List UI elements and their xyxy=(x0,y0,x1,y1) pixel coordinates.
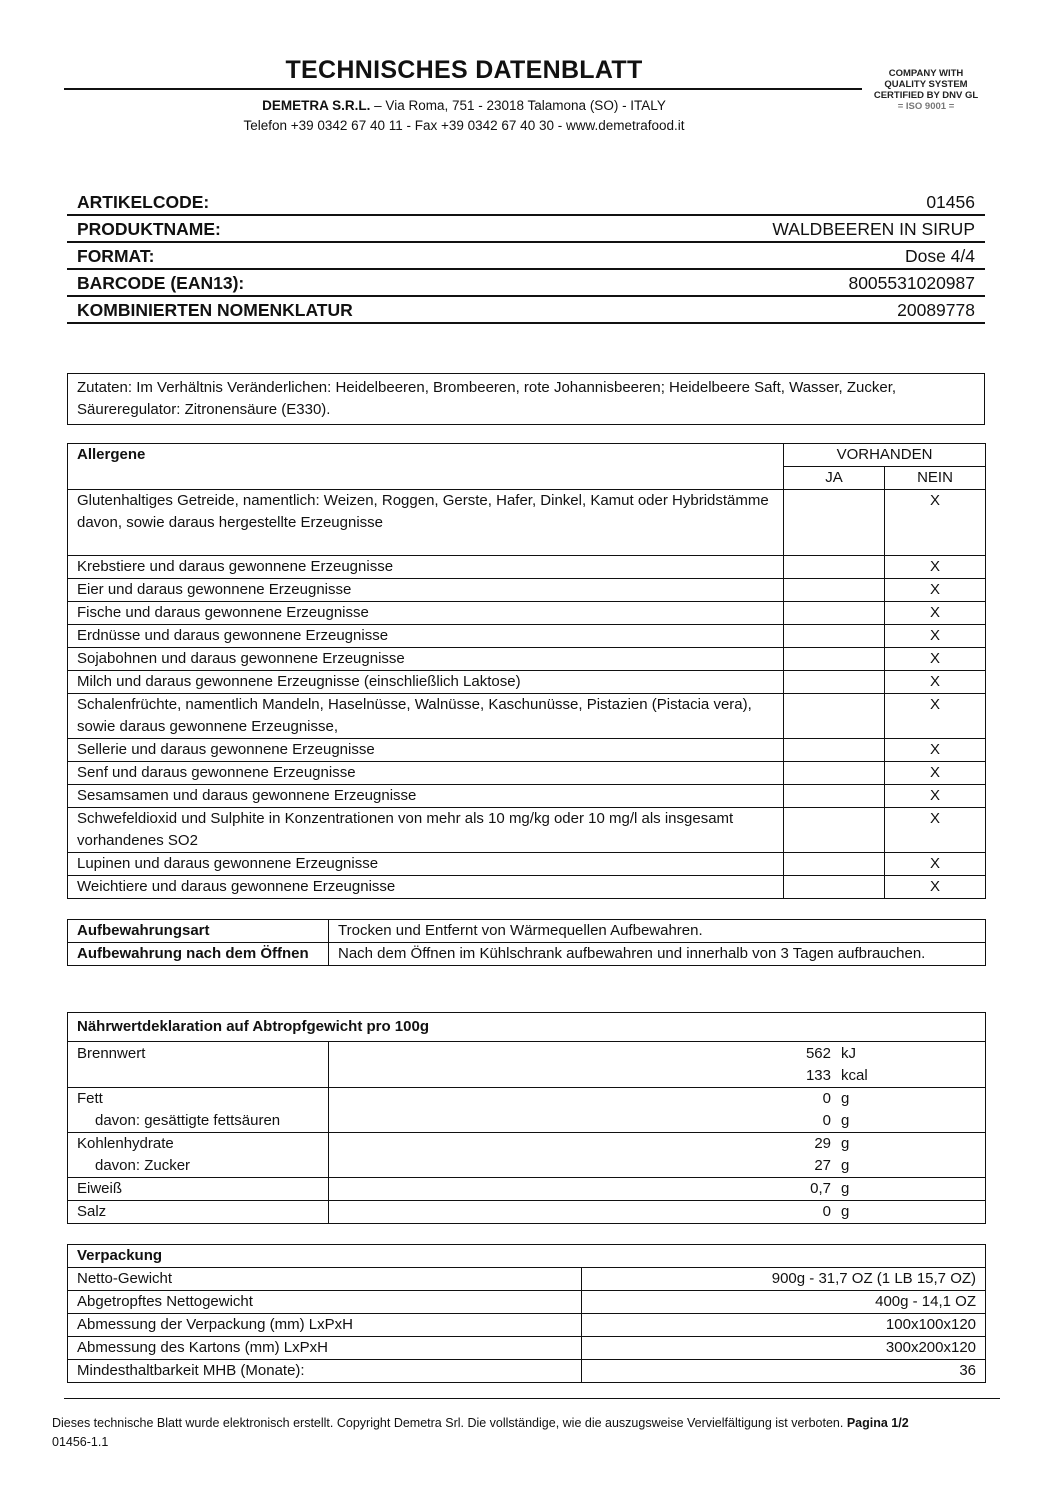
header-divider xyxy=(64,88,862,90)
allergen-name: Milch und daraus gewonnene Erzeugnisse (einschließlich Laktose) xyxy=(68,671,784,694)
packaging-value: 300x200x120 xyxy=(582,1337,986,1360)
allergen-row xyxy=(68,556,986,579)
nutrition-value: 562 xyxy=(805,1045,831,1062)
nutrition-value: 0,7 xyxy=(810,1180,831,1197)
allergen-ja xyxy=(784,648,885,671)
packaging-label: Abgetropftes Nettogewicht xyxy=(68,1291,582,1314)
allergen-row xyxy=(68,490,986,556)
allergen-ja xyxy=(784,556,885,579)
allergen-name: Sojabohnen und daraus gewonnene Erzeugnisse xyxy=(68,648,784,671)
allergen-ja xyxy=(784,671,885,694)
nutrition-label-cell xyxy=(68,1088,329,1133)
nutrition-value: 0 xyxy=(822,1090,831,1107)
allergen-header-row xyxy=(68,444,986,467)
packaging-value: 400g - 14,1 OZ xyxy=(582,1291,986,1314)
allergen-name: Weichtiere und daraus gewonnene Erzeugnisse xyxy=(68,876,784,899)
certification-line: QUALITY SYSTEM xyxy=(884,79,968,90)
nutrition-row-energy xyxy=(68,1042,986,1088)
allergen-name: Schwefeldioxid und Sulphite in Konzentrationen von mehr als 10 mg/kg oder 10 mg/l als insgesamt vorhandenes SO2 xyxy=(68,808,784,853)
allergen-name: Fische und daraus gewonnene Erzeugnisse xyxy=(68,602,784,625)
allergen-ja xyxy=(784,602,885,625)
nutrition-value-cell xyxy=(329,1201,986,1224)
nutrition-value-line xyxy=(338,1065,985,1087)
present-header: VORHANDEN xyxy=(784,444,986,467)
nutrition-unit: g xyxy=(841,1203,850,1220)
allergen-nein: X xyxy=(885,490,986,556)
allergen-nein: X xyxy=(885,648,986,671)
allergen-row xyxy=(68,762,986,785)
nutrition-value: 133 xyxy=(805,1067,831,1084)
company-address: – Via Roma, 751 - 23018 Talamona (SO) - ITALY xyxy=(370,98,666,113)
allergen-row xyxy=(68,694,986,739)
nutrition-label: Fett xyxy=(77,1090,103,1107)
allergen-nein: X xyxy=(885,556,986,579)
certification-line: COMPANY WITH xyxy=(888,68,964,79)
certification-line: CERTIFIED BY DNV GL xyxy=(873,90,979,101)
product-info-row xyxy=(67,270,985,297)
allergen-table xyxy=(67,443,986,899)
info-value: 20089778 xyxy=(897,300,975,320)
allergen-name: Senf und daraus gewonnene Erzeugnisse xyxy=(68,762,784,785)
packaging-value: 100x100x120 xyxy=(582,1314,986,1337)
allergen-name: Sellerie und daraus gewonnene Erzeugnisse xyxy=(68,739,784,762)
allergen-ja xyxy=(784,579,885,602)
document-code: 01456-1.1 xyxy=(52,1435,109,1449)
product-info-row xyxy=(67,297,985,324)
info-value: Dose 4/4 xyxy=(904,246,975,266)
nutrition-value-line xyxy=(338,1110,985,1132)
packaging-value: 900g - 31,7 OZ (1 LB 15,7 OZ) xyxy=(582,1268,986,1291)
footer-divider xyxy=(64,1398,1000,1399)
storage-table xyxy=(67,919,986,966)
packaging-table xyxy=(67,1244,986,1383)
nutrition-unit: g xyxy=(841,1090,850,1107)
packaging-row xyxy=(68,1268,986,1291)
allergen-nein: X xyxy=(885,808,986,853)
allergen-name: Sesamsamen und daraus gewonnene Erzeugnisse xyxy=(68,785,784,808)
allergen-nein: X xyxy=(885,694,986,739)
nutrition-label-cell xyxy=(68,1133,329,1178)
allergen-ja xyxy=(784,808,885,853)
nutrition-unit: g xyxy=(841,1112,850,1129)
ingredients-box: Zutaten: Im Verhältnis Veränderlichen: Heidelbeeren, Brombeeren, rote Johannisbeeren; Heidelbeere Saft, Wasser, Zucker, Säureregulator: Zitronensäure (E330). xyxy=(67,373,985,425)
allergen-name: Schalenfrüchte, namentlich Mandeln, Haselnüsse, Walnüsse, Kaschunüsse, Pistazien (Pistacia vera), sowie daraus gewonnene Erzeugnisse, xyxy=(68,694,784,739)
allergen-nein: X xyxy=(885,739,986,762)
nutrition-unit: kJ xyxy=(841,1045,856,1062)
nutrition-value-cell xyxy=(329,1133,986,1178)
packaging-row xyxy=(68,1291,986,1314)
allergen-row xyxy=(68,602,986,625)
nutrition-unit: g xyxy=(841,1180,850,1197)
storage-label: Aufbewahrungsart xyxy=(68,920,329,943)
packaging-label: Abmessung des Kartons (mm) LxPxH xyxy=(68,1337,582,1360)
storage-value: Trocken und Entfernt von Wärmequellen Aufbewahren. xyxy=(329,920,986,943)
allergen-name: Eier und daraus gewonnene Erzeugnisse xyxy=(68,579,784,602)
yes-header: JA xyxy=(784,467,885,490)
footer-notice-line xyxy=(52,1414,1012,1433)
info-label: ARTIKELCODE: xyxy=(77,192,210,212)
product-info-section xyxy=(67,189,985,324)
nutrition-value-line xyxy=(338,1178,985,1200)
allergen-ja xyxy=(784,876,885,899)
allergen-ja xyxy=(784,739,885,762)
company-contact-line: Telefon +39 0342 67 40 11 - Fax +39 0342 67 40 30 - www.demetrafood.it xyxy=(243,118,685,133)
nutrition-value: 29 xyxy=(814,1135,831,1152)
allergen-nein: X xyxy=(885,853,986,876)
nutrition-value: 0 xyxy=(822,1112,831,1129)
nutrition-value: 27 xyxy=(814,1157,831,1174)
allergen-row xyxy=(68,785,986,808)
nutrition-label: Eiweiß xyxy=(68,1178,329,1201)
footer xyxy=(52,1414,1012,1452)
allergen-name: Erdnüsse und daraus gewonnene Erzeugnisse xyxy=(68,625,784,648)
nutrition-label: Kohlenhydrate xyxy=(77,1135,174,1152)
packaging-row xyxy=(68,1360,986,1383)
info-value: WALDBEEREN IN SIRUP xyxy=(772,219,975,239)
page-title: TECHNISCHES DATENBLATT xyxy=(285,56,643,84)
nutrition-value: 0 xyxy=(822,1203,831,1220)
allergen-nein: X xyxy=(885,876,986,899)
nutrition-sublabel: davon: Zucker xyxy=(95,1157,191,1174)
nutrition-value-cell xyxy=(329,1178,986,1201)
footer-notice: Dieses technische Blatt wurde elektronisch erstellt. Copyright Demetra Srl. Die vollständige, wie die auszugsweise Vervielfältigung ist verboten. xyxy=(52,1416,847,1430)
info-label: PRODUKTNAME: xyxy=(77,219,221,239)
info-label: BARCODE (EAN13): xyxy=(77,273,245,293)
packaging-row xyxy=(68,1337,986,1360)
allergen-ja xyxy=(784,625,885,648)
no-header: NEIN xyxy=(885,467,986,490)
product-info-row xyxy=(67,189,985,216)
nutrition-value-cell xyxy=(329,1042,986,1088)
certification-line: = ISO 9001 = xyxy=(897,101,955,112)
product-info-row xyxy=(67,243,985,270)
allergen-row xyxy=(68,876,986,899)
allergen-name: Glutenhaltiges Getreide, namentlich: Weizen, Roggen, Gerste, Hafer, Dinkel, Kamut oder Hybridstämme davon, sowie daraus hergestellte Erzeugnisse xyxy=(68,490,784,556)
allergen-name: Lupinen und daraus gewonnene Erzeugnisse xyxy=(68,853,784,876)
info-value: 01456 xyxy=(926,192,975,212)
company-name: DEMETRA S.R.L. xyxy=(262,98,371,113)
info-label: FORMAT: xyxy=(77,246,155,266)
nutrition-value-cell xyxy=(329,1088,986,1133)
allergen-row xyxy=(68,808,986,853)
nutrition-row-salt xyxy=(68,1201,986,1224)
allergen-title: Allergene xyxy=(68,444,784,490)
info-label: KOMBINIERTEN NOMENKLATUR xyxy=(77,300,353,320)
allergen-nein: X xyxy=(885,579,986,602)
allergen-nein: X xyxy=(885,762,986,785)
info-value: 8005531020987 xyxy=(848,273,975,293)
allergen-row xyxy=(68,625,986,648)
packaging-row xyxy=(68,1314,986,1337)
nutrition-label: Brennwert xyxy=(68,1042,329,1088)
storage-value: Nach dem Öffnen im Kühlschrank aufbewahren und innerhalb von 3 Tagen aufbrauchen. xyxy=(329,943,986,966)
packaging-header-row xyxy=(68,1245,986,1268)
nutrition-value-line xyxy=(338,1155,985,1177)
allergen-nein: X xyxy=(885,602,986,625)
product-info-row xyxy=(67,216,985,243)
nutrition-title: Nährwertdeklaration auf Abtropfgewicht pro 100g xyxy=(68,1013,986,1042)
allergen-nein: X xyxy=(885,785,986,808)
allergen-name: Krebstiere und daraus gewonnene Erzeugnisse xyxy=(68,556,784,579)
storage-label: Aufbewahrung nach dem Öffnen xyxy=(68,943,329,966)
storage-row xyxy=(68,920,986,943)
packaging-label: Netto-Gewicht xyxy=(68,1268,582,1291)
nutrition-unit: g xyxy=(841,1135,850,1152)
packaging-value: 36 xyxy=(582,1360,986,1383)
packaging-title: Verpackung xyxy=(68,1245,986,1268)
nutrition-row-protein xyxy=(68,1178,986,1201)
nutrition-header-row xyxy=(68,1013,986,1042)
company-address-line xyxy=(64,98,864,113)
nutrition-sublabel: davon: gesättigte fettsäuren xyxy=(95,1112,281,1129)
nutrition-value-line xyxy=(338,1133,985,1155)
nutrition-value-line xyxy=(338,1088,985,1110)
page-number: Pagina 1/2 xyxy=(846,1416,909,1430)
nutrition-table xyxy=(67,1012,986,1224)
packaging-label: Mindesthaltbarkeit MHB (Monate): xyxy=(68,1360,582,1383)
allergen-ja xyxy=(784,762,885,785)
allergen-nein: X xyxy=(885,625,986,648)
nutrition-value-line xyxy=(338,1201,985,1223)
allergen-ja xyxy=(784,785,885,808)
nutrition-unit: g xyxy=(841,1157,850,1174)
nutrition-label: Salz xyxy=(68,1201,329,1224)
allergen-row xyxy=(68,739,986,762)
nutrition-row-fat xyxy=(68,1088,986,1133)
nutrition-unit: kcal xyxy=(841,1067,868,1084)
allergen-ja xyxy=(784,853,885,876)
storage-row xyxy=(68,943,986,966)
nutrition-value-line xyxy=(338,1043,985,1065)
allergen-row xyxy=(68,648,986,671)
nutrition-row-carbs xyxy=(68,1133,986,1178)
allergen-ja xyxy=(784,694,885,739)
allergen-nein: X xyxy=(885,671,986,694)
packaging-label: Abmessung der Verpackung (mm) LxPxH xyxy=(68,1314,582,1337)
allergen-ja xyxy=(784,490,885,556)
allergen-row xyxy=(68,579,986,602)
allergen-row xyxy=(68,671,986,694)
certification-logo xyxy=(864,68,988,112)
allergen-row xyxy=(68,853,986,876)
